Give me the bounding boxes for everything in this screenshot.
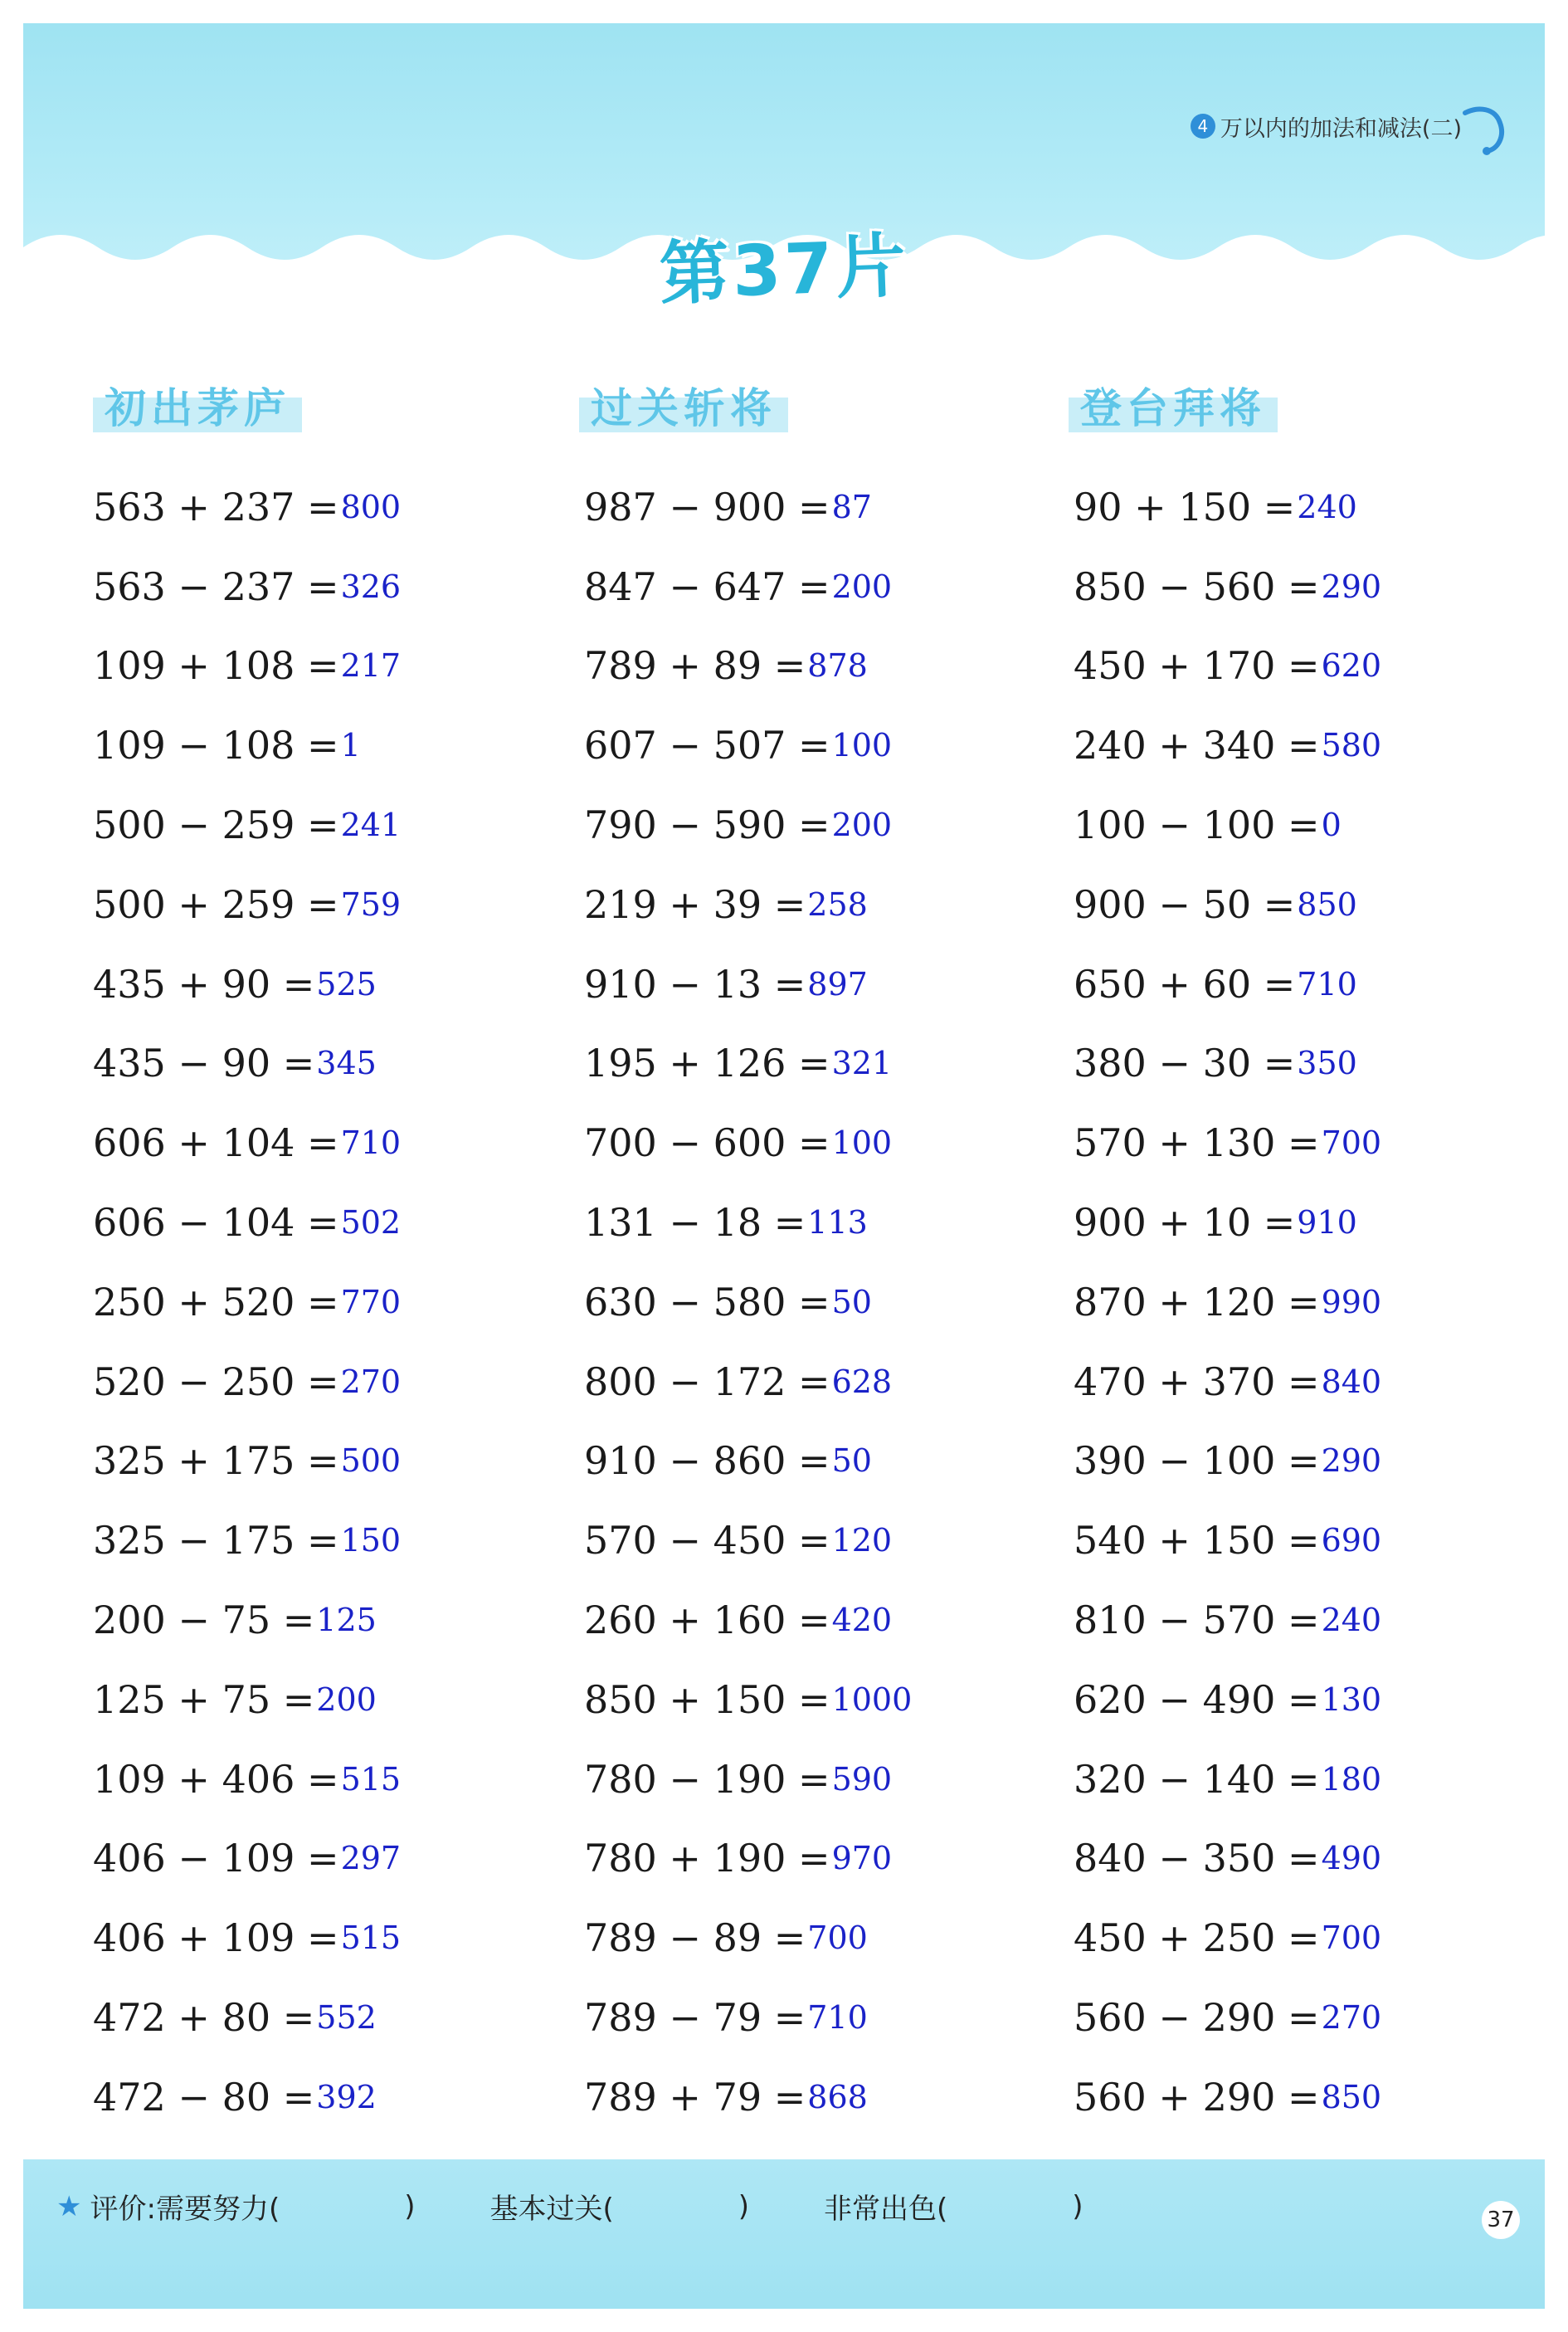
problem-answer[interactable]: 0 [1321, 807, 1342, 844]
problem-answer[interactable]: 800 [340, 488, 402, 525]
problem-expression: 563 + 237 = [93, 484, 339, 529]
problem-row [584, 467, 1049, 547]
problem-row [93, 2057, 558, 2137]
problem-answer[interactable]: 490 [1321, 1840, 1382, 1877]
problem-expression: 219 + 39 = [584, 881, 806, 927]
problem-row [93, 1342, 558, 1422]
problem-answer[interactable]: 700 [1321, 1125, 1382, 1162]
problem-answer[interactable]: 840 [1321, 1363, 1382, 1400]
problem-answer[interactable]: 1 [340, 727, 361, 764]
problem-expression: 500 − 259 = [93, 803, 339, 848]
problem-row [1074, 1500, 1538, 1580]
problem-answer[interactable]: 420 [831, 1602, 893, 1639]
problem-answer[interactable]: 710 [340, 1125, 402, 1162]
problem-expression: 200 − 75 = [93, 1598, 315, 1643]
star-icon: ★ [56, 2189, 82, 2223]
problem-row [1074, 547, 1538, 627]
problem-answer[interactable]: 878 [807, 647, 868, 685]
problem-expression: 810 − 570 = [1074, 1598, 1320, 1643]
problem-expression: 789 + 89 = [584, 643, 806, 689]
problem-row [93, 944, 558, 1024]
problem-answer[interactable]: 759 [340, 885, 402, 923]
problem-row [1074, 2057, 1538, 2137]
problem-row [584, 2057, 1049, 2137]
problem-row [93, 627, 558, 706]
problem-expression: 472 + 80 = [93, 1995, 315, 2041]
problem-answer[interactable]: 970 [831, 1840, 893, 1877]
problem-row [1074, 1819, 1538, 1899]
problem-row [584, 1342, 1049, 1422]
problem-expression: 563 − 237 = [93, 563, 339, 609]
problem-row [1074, 1898, 1538, 1978]
problem-answer[interactable]: 850 [1297, 885, 1357, 923]
problem-expression: 850 + 150 = [584, 1676, 830, 1722]
problem-row [584, 1898, 1049, 1978]
problem-answer[interactable]: 326 [340, 568, 402, 605]
problem-row [584, 1739, 1049, 1819]
problem-row [584, 1660, 1049, 1739]
problem-answer[interactable]: 321 [831, 1045, 893, 1082]
problem-row [584, 1103, 1049, 1183]
problem-expression: 560 − 290 = [1074, 1995, 1320, 2041]
problem-expression: 606 + 104 = [93, 1120, 339, 1166]
problem-row [584, 1819, 1049, 1899]
problem-expression: 500 + 259 = [93, 881, 339, 927]
page-number: 37 [1482, 2201, 1520, 2239]
problem-expression: 450 + 250 = [1074, 1915, 1320, 1961]
problem-answer[interactable]: 710 [1297, 965, 1357, 1003]
problem-expression: 195 + 126 = [584, 1041, 830, 1086]
problem-answer[interactable]: 770 [340, 1283, 402, 1320]
problem-answer[interactable]: 258 [807, 885, 868, 923]
problem-answer[interactable]: 897 [807, 965, 868, 1003]
problem-row [1074, 1103, 1538, 1183]
problem-answer[interactable]: 990 [1321, 1283, 1382, 1320]
problem-answer[interactable]: 1000 [831, 1681, 913, 1718]
problem-row [584, 944, 1049, 1024]
problem-expression: 109 + 406 = [93, 1756, 339, 1802]
option-excellent: 非常出色( [824, 2193, 948, 2226]
problem-expression: 570 + 130 = [1074, 1120, 1320, 1166]
problem-expression: 325 + 175 = [93, 1438, 339, 1484]
problem-row [584, 1183, 1049, 1262]
problem-expression: 540 + 150 = [1074, 1518, 1320, 1564]
problem-expression: 100 − 100 = [1074, 803, 1320, 848]
problem-answer[interactable]: 552 [316, 1999, 377, 2037]
problem-expression: 240 + 340 = [1074, 723, 1320, 768]
page-header [23, 23, 1545, 315]
problem-expression: 910 − 13 = [584, 961, 806, 1007]
problem-expression: 840 − 350 = [1074, 1836, 1320, 1881]
problem-expression: 472 − 80 = [93, 2074, 315, 2120]
problem-row [93, 1580, 558, 1660]
close-paren-2: ) [738, 2189, 750, 2223]
problem-answer[interactable]: 270 [340, 1363, 402, 1400]
problem-answer[interactable]: 241 [340, 807, 402, 844]
problem-answer[interactable]: 590 [831, 1760, 893, 1798]
problem-answer[interactable]: 620 [1321, 647, 1382, 685]
problem-row [93, 1978, 558, 2057]
problem-answer[interactable]: 502 [340, 1204, 402, 1242]
problem-answer[interactable]: 217 [340, 647, 402, 685]
problem-answer[interactable]: 150 [340, 1522, 402, 1559]
problem-row [1074, 785, 1538, 865]
problem-answer[interactable]: 700 [807, 1920, 868, 1957]
problem-expression: 520 − 250 = [93, 1359, 339, 1404]
problem-expression: 607 − 507 = [584, 723, 830, 768]
section-heading-3: 登台拜将 [1069, 382, 1278, 435]
problem-row [584, 1978, 1049, 2057]
problem-answer[interactable]: 350 [1297, 1045, 1357, 1082]
problem-answer[interactable]: 392 [316, 2078, 377, 2115]
problem-answer[interactable]: 100 [831, 1125, 893, 1162]
chapter-label [1191, 110, 1462, 143]
evaluation-label: 评价: [90, 2193, 156, 2226]
problem-answer[interactable]: 710 [807, 1999, 868, 2037]
swirl-icon [1462, 101, 1512, 159]
problem-row [1074, 944, 1538, 1024]
problem-row [1074, 1422, 1538, 1501]
problem-row [93, 785, 558, 865]
problem-expression: 435 + 90 = [93, 961, 315, 1007]
problem-row [93, 1898, 558, 1978]
problem-row [1074, 1262, 1538, 1342]
problem-expression: 870 + 120 = [1074, 1279, 1320, 1325]
page-title: 第37片 [658, 224, 911, 315]
problem-row [584, 1024, 1049, 1104]
problem-answer[interactable]: 910 [1297, 1204, 1357, 1242]
problem-row [584, 547, 1049, 627]
problem-row [1074, 1660, 1538, 1739]
problem-row [1074, 1342, 1538, 1422]
problem-answer[interactable]: 345 [316, 1045, 377, 1082]
problem-expression: 260 + 160 = [584, 1598, 830, 1643]
evaluation-footer [23, 2159, 1545, 2309]
problem-answer[interactable]: 180 [1321, 1760, 1382, 1798]
problem-answer[interactable]: 850 [1321, 2078, 1382, 2115]
problem-expression: 800 − 172 = [584, 1359, 830, 1404]
problem-expression: 847 − 647 = [584, 563, 830, 609]
problem-answer[interactable]: 690 [1321, 1522, 1382, 1559]
problem-row [1074, 1739, 1538, 1819]
problem-row [93, 467, 558, 547]
problem-row [93, 1660, 558, 1739]
problem-row [93, 547, 558, 627]
problem-answer[interactable]: 515 [340, 1920, 402, 1957]
problem-answer[interactable]: 87 [831, 488, 872, 525]
problem-expression: 780 + 190 = [584, 1836, 830, 1881]
problem-row [93, 1819, 558, 1899]
problem-expression: 910 − 860 = [584, 1438, 830, 1484]
problem-expression: 780 − 190 = [584, 1756, 830, 1802]
problem-expression: 435 − 90 = [93, 1041, 315, 1086]
option-needs-effort: 需要努力( [155, 2193, 280, 2226]
problem-answer[interactable]: 290 [1321, 1442, 1382, 1480]
problem-row [93, 865, 558, 944]
problem-answer[interactable]: 270 [1321, 1999, 1382, 2037]
problem-row [1074, 467, 1538, 547]
problem-row [93, 1422, 558, 1501]
problem-column-1 [93, 467, 558, 2137]
problem-expression: 560 + 290 = [1074, 2074, 1320, 2120]
problem-expression: 380 − 30 = [1074, 1041, 1296, 1086]
problem-row [1074, 1580, 1538, 1660]
problem-row [1074, 627, 1538, 706]
problem-answer[interactable]: 200 [316, 1681, 377, 1718]
problem-row [584, 1422, 1049, 1501]
problem-expression: 850 − 560 = [1074, 563, 1320, 609]
problem-answer[interactable]: 290 [1321, 568, 1382, 605]
problem-expression: 650 + 60 = [1074, 961, 1296, 1007]
chapter-number-badge: 4 [1191, 114, 1215, 139]
close-paren-3: ) [1072, 2189, 1083, 2223]
problem-answer[interactable]: 868 [807, 2078, 868, 2115]
problem-row [1074, 865, 1538, 944]
problem-answer[interactable]: 515 [340, 1760, 402, 1798]
problem-row [93, 1739, 558, 1819]
problem-row [584, 865, 1049, 944]
problem-answer[interactable]: 500 [340, 1442, 402, 1480]
problem-answer[interactable]: 200 [831, 807, 893, 844]
problem-expression: 406 + 109 = [93, 1915, 339, 1961]
problem-row [93, 1024, 558, 1104]
problem-expression: 789 − 79 = [584, 1995, 806, 2041]
problem-expression: 606 − 104 = [93, 1200, 339, 1246]
problem-answer[interactable]: 580 [1321, 727, 1382, 764]
option-basic-pass: 基本过关( [489, 2193, 614, 2226]
problem-expression: 406 − 109 = [93, 1836, 339, 1881]
problem-row [93, 1183, 558, 1262]
problem-answer[interactable]: 113 [807, 1204, 868, 1242]
problem-answer[interactable]: 125 [316, 1602, 377, 1639]
problem-expression: 131 − 18 = [584, 1200, 806, 1246]
problem-row [584, 1580, 1049, 1660]
problem-expression: 790 − 590 = [584, 803, 830, 848]
problem-row [93, 1103, 558, 1183]
problem-answer[interactable]: 628 [831, 1363, 893, 1400]
problem-answer[interactable]: 130 [1321, 1681, 1382, 1718]
problem-column-2 [584, 467, 1049, 2137]
problem-expression: 570 − 450 = [584, 1518, 830, 1564]
problem-expression: 250 + 520 = [93, 1279, 339, 1325]
section-heading-2: 过关斩将 [579, 382, 788, 435]
section-heading-1: 初出茅庐 [93, 382, 302, 435]
problem-expression: 325 − 175 = [93, 1518, 339, 1564]
problem-expression: 789 − 89 = [584, 1915, 806, 1961]
problem-expression: 109 + 108 = [93, 643, 339, 689]
problem-expression: 90 + 150 = [1074, 484, 1296, 529]
problem-expression: 450 + 170 = [1074, 643, 1320, 689]
problem-expression: 789 + 79 = [584, 2074, 806, 2120]
problem-row [93, 1500, 558, 1580]
problem-expression: 900 − 50 = [1074, 881, 1296, 927]
problem-row [584, 1500, 1049, 1580]
close-paren-1: ) [404, 2189, 416, 2223]
problem-expression: 987 − 900 = [584, 484, 830, 529]
problem-answer[interactable]: 120 [831, 1522, 893, 1559]
problem-answer[interactable]: 240 [1297, 488, 1357, 525]
problem-answer[interactable]: 50 [831, 1283, 872, 1320]
problem-row [584, 785, 1049, 865]
problem-expression: 470 + 370 = [1074, 1359, 1320, 1404]
problem-expression: 390 − 100 = [1074, 1438, 1320, 1484]
problem-answer[interactable]: 200 [831, 568, 893, 605]
problem-row [584, 627, 1049, 706]
problem-row [93, 1262, 558, 1342]
problem-expression: 320 − 140 = [1074, 1756, 1320, 1802]
problem-row [1074, 1024, 1538, 1104]
problem-expression: 700 − 600 = [584, 1120, 830, 1166]
problem-expression: 620 − 490 = [1074, 1676, 1320, 1722]
evaluation-bar [56, 2186, 1083, 2227]
worksheet-page [23, 23, 1545, 2309]
problem-expression: 125 + 75 = [93, 1676, 315, 1722]
problem-expression: 900 + 10 = [1074, 1200, 1296, 1246]
problem-answer[interactable]: 50 [831, 1442, 872, 1480]
problem-row [584, 705, 1049, 785]
problem-row [93, 705, 558, 785]
problem-column-3 [1074, 467, 1538, 2137]
problem-answer[interactable]: 525 [316, 965, 377, 1003]
problem-expression: 109 − 108 = [93, 723, 339, 768]
problem-row [584, 1262, 1049, 1342]
problem-answer[interactable]: 700 [1321, 1920, 1382, 1957]
problem-row [1074, 1183, 1538, 1262]
problem-row [1074, 1978, 1538, 2057]
problem-expression: 630 − 580 = [584, 1279, 830, 1325]
chapter-title: 万以内的加法和减法(二) [1220, 115, 1462, 142]
problem-row [1074, 705, 1538, 785]
problem-answer[interactable]: 100 [831, 727, 893, 764]
problem-answer[interactable]: 297 [340, 1840, 402, 1877]
problem-answer[interactable]: 240 [1321, 1602, 1382, 1639]
